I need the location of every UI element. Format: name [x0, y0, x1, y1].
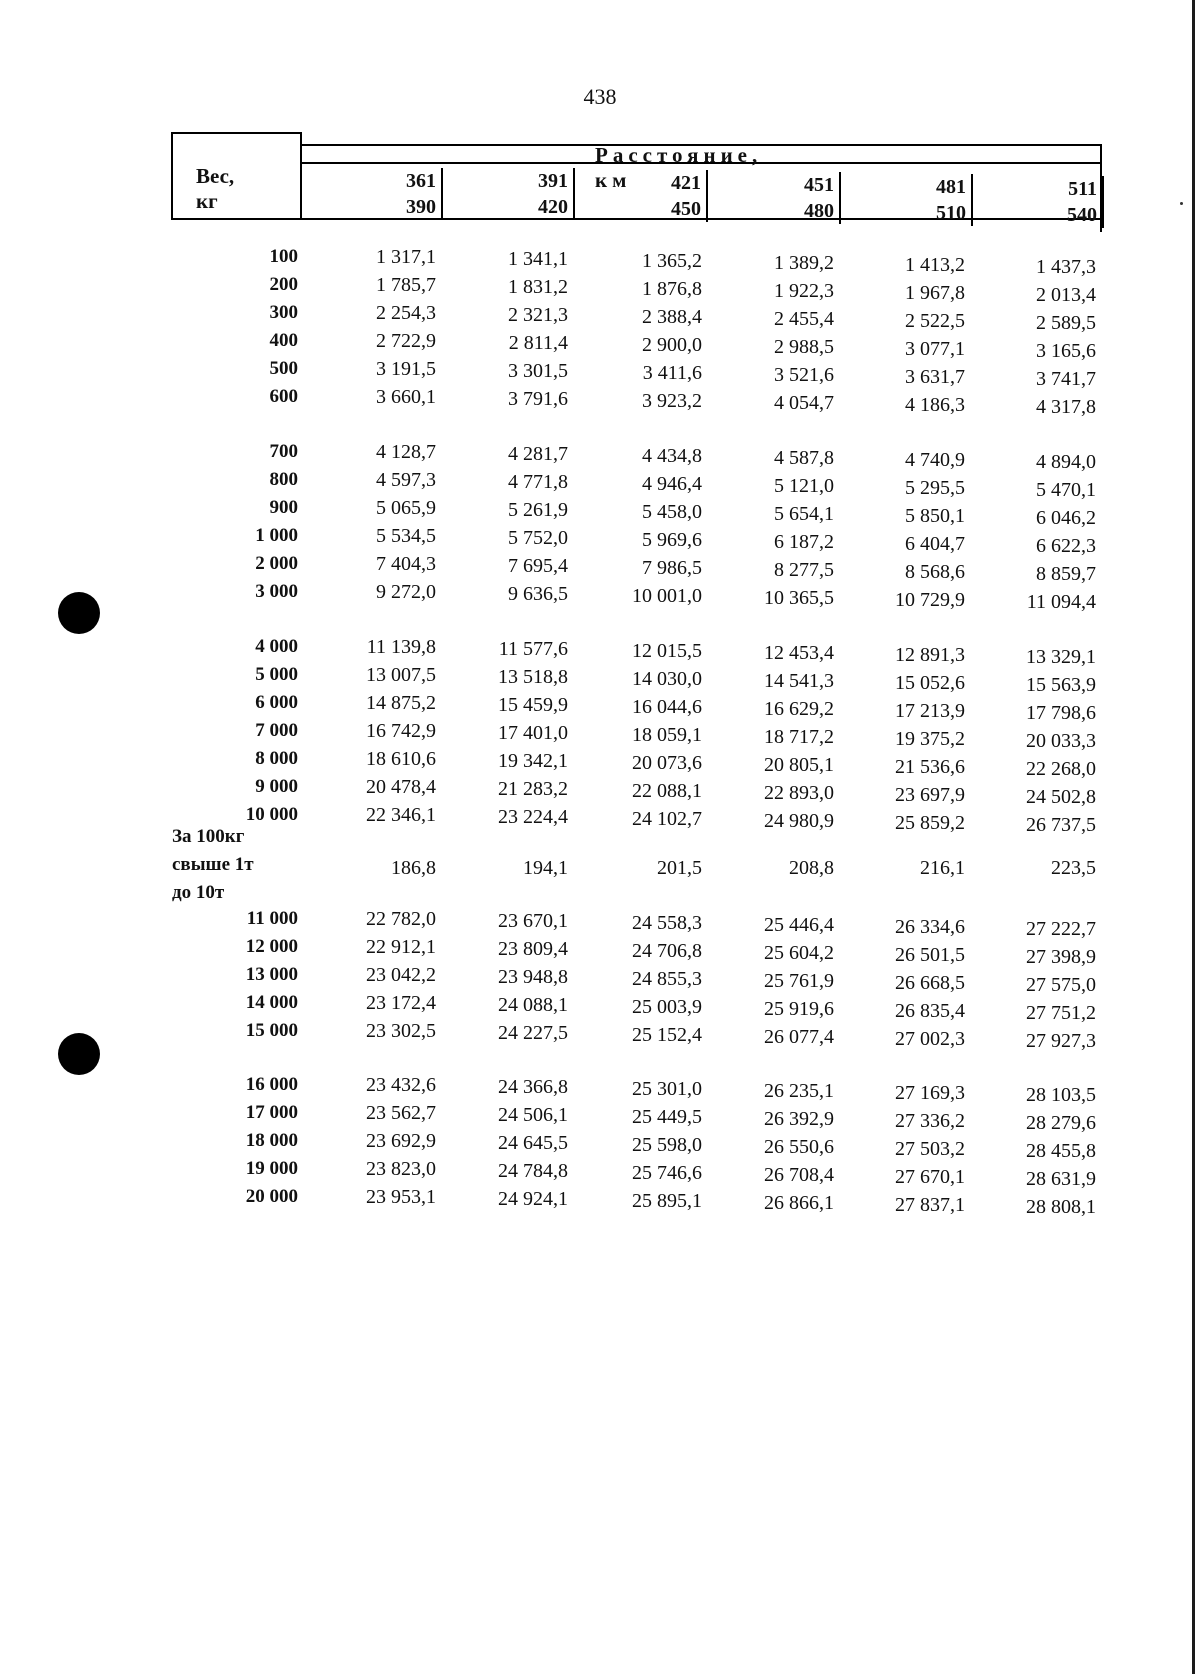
- price-cell: 9 636,5: [508, 583, 568, 605]
- price-cell: 15 052,6: [895, 672, 965, 694]
- price-cell: 27 169,3: [895, 1082, 965, 1104]
- price-cell: 24 366,8: [498, 1076, 568, 1098]
- price-cell: 13 007,5: [366, 664, 436, 686]
- price-cell: 25 003,9: [632, 996, 702, 1018]
- weight-cell: 9 000: [255, 776, 298, 797]
- price-cell: 25 301,0: [632, 1078, 702, 1100]
- price-cell: 23 302,5: [366, 1020, 436, 1042]
- price-cell: 1 413,2: [905, 254, 965, 276]
- price-cell: 10 729,9: [895, 589, 965, 611]
- price-cell: 27 222,7: [1026, 918, 1096, 940]
- weight-cell: 600: [269, 386, 298, 407]
- price-cell: 2 988,5: [774, 336, 834, 358]
- surcharge-value: 208,8: [789, 857, 834, 879]
- price-cell: 20 805,1: [764, 754, 834, 776]
- price-cell: 7 404,3: [376, 553, 436, 575]
- price-cell: 13 518,8: [498, 666, 568, 688]
- price-cell: 8 859,7: [1036, 563, 1096, 585]
- scan-speck: [1180, 202, 1183, 205]
- price-cell: 27 503,2: [895, 1138, 965, 1160]
- surcharge-value: 223,5: [1051, 857, 1096, 879]
- header-rule: [171, 132, 173, 220]
- price-cell: 16 742,9: [366, 720, 436, 742]
- weight-cell: 4 000: [255, 636, 298, 657]
- price-cell: 4 587,8: [774, 447, 834, 469]
- weight-cell: 17 000: [245, 1102, 298, 1123]
- table-row: [0, 1020, 1200, 1052]
- header-rule: [300, 132, 302, 220]
- price-cell: 25 449,5: [632, 1106, 702, 1128]
- table-row: [0, 664, 1200, 696]
- price-cell: 10 365,5: [764, 587, 834, 609]
- weight-cell: 14 000: [245, 992, 298, 1013]
- table-row: [0, 908, 1200, 940]
- price-cell: 5 654,1: [774, 503, 834, 525]
- price-cell: 5 534,5: [376, 525, 436, 547]
- price-cell: 26 077,4: [764, 1026, 834, 1048]
- price-cell: 27 670,1: [895, 1166, 965, 1188]
- price-cell: 1 365,2: [642, 250, 702, 272]
- surcharge-value: 201,5: [657, 857, 702, 879]
- price-cell: 15 459,9: [498, 694, 568, 716]
- price-cell: 8 568,6: [905, 561, 965, 583]
- price-cell: 23 823,0: [366, 1158, 436, 1180]
- price-cell: 2 900,0: [642, 334, 702, 356]
- price-cell: 27 751,2: [1026, 1002, 1096, 1024]
- price-cell: 17 213,9: [895, 700, 965, 722]
- price-cell: 1 831,2: [508, 276, 568, 298]
- distance-range-header: 451 480: [764, 172, 841, 224]
- weight-cell: 20 000: [245, 1186, 298, 1207]
- surcharge-value: 216,1: [920, 857, 965, 879]
- price-cell: 22 782,0: [366, 908, 436, 930]
- price-cell: 6 622,3: [1036, 535, 1096, 557]
- price-cell: 27 575,0: [1026, 974, 1096, 996]
- price-cell: 25 761,9: [764, 970, 834, 992]
- price-cell: 5 752,0: [508, 527, 568, 549]
- weight-cell: 6 000: [255, 692, 298, 713]
- price-cell: 3 077,1: [905, 338, 965, 360]
- distance-range-header: 391 420: [498, 168, 575, 220]
- weight-cell: 7 000: [255, 720, 298, 741]
- weight-cell: 13 000: [245, 964, 298, 985]
- price-cell: 9 272,0: [376, 581, 436, 603]
- weight-cell: 300: [269, 302, 298, 323]
- table-row: [0, 525, 1200, 557]
- price-cell: 24 855,3: [632, 968, 702, 990]
- price-cell: 28 631,9: [1026, 1168, 1096, 1190]
- price-cell: 1 876,8: [642, 278, 702, 300]
- price-cell: 2 013,4: [1036, 284, 1096, 306]
- surcharge-value: 186,8: [391, 857, 436, 879]
- price-cell: 1 922,3: [774, 280, 834, 302]
- weight-cell: 1 000: [255, 525, 298, 546]
- surcharge-value: 194,1: [523, 857, 568, 879]
- price-cell: 27 398,9: [1026, 946, 1096, 968]
- weight-cell: 200: [269, 274, 298, 295]
- price-cell: 3 741,7: [1036, 368, 1096, 390]
- price-cell: 3 791,6: [508, 388, 568, 410]
- price-cell: 23 948,8: [498, 966, 568, 988]
- price-cell: 24 784,8: [498, 1160, 568, 1182]
- table-row: [0, 692, 1200, 724]
- weight-cell: 700: [269, 441, 298, 462]
- distance-header: Расстояние, км: [595, 143, 763, 192]
- price-cell: 27 336,2: [895, 1110, 965, 1132]
- weight-column-header: Вес, кг: [196, 164, 235, 213]
- price-cell: 2 388,4: [642, 306, 702, 328]
- price-cell: 23 697,9: [895, 784, 965, 806]
- price-cell: 19 342,1: [498, 750, 568, 772]
- price-cell: 16 044,6: [632, 696, 702, 718]
- weight-cell: 19 000: [245, 1158, 298, 1179]
- price-cell: 3 301,5: [508, 360, 568, 382]
- price-cell: 1 317,1: [376, 246, 436, 268]
- surcharge-row: [0, 857, 1200, 885]
- price-cell: 20 033,3: [1026, 730, 1096, 752]
- distance-range-header: 511 540: [1027, 176, 1104, 228]
- price-cell: 26 501,5: [895, 944, 965, 966]
- weight-cell: 10 000: [245, 804, 298, 825]
- price-cell: 19 375,2: [895, 728, 965, 750]
- price-cell: 23 562,7: [366, 1102, 436, 1124]
- price-cell: 22 893,0: [764, 782, 834, 804]
- price-cell: 7 986,5: [642, 557, 702, 579]
- price-cell: 28 103,5: [1026, 1084, 1096, 1106]
- price-cell: 6 404,7: [905, 533, 965, 555]
- price-cell: 27 002,3: [895, 1028, 965, 1050]
- price-cell: 1 967,8: [905, 282, 965, 304]
- price-cell: 4 771,8: [508, 471, 568, 493]
- table-row: [0, 1102, 1200, 1134]
- price-cell: 28 455,8: [1026, 1140, 1096, 1162]
- table-row: [0, 776, 1200, 808]
- table-row: [0, 1158, 1200, 1190]
- table-row: [0, 246, 1200, 278]
- price-cell: 1 437,3: [1036, 256, 1096, 278]
- price-cell: 26 668,5: [895, 972, 965, 994]
- price-cell: 4 597,3: [376, 469, 436, 491]
- price-cell: 5 969,6: [642, 529, 702, 551]
- price-cell: 23 172,4: [366, 992, 436, 1014]
- table-row: [0, 1074, 1200, 1106]
- price-cell: 12 453,4: [764, 642, 834, 664]
- weight-cell: 5 000: [255, 664, 298, 685]
- price-cell: 16 629,2: [764, 698, 834, 720]
- weight-cell: 2 000: [255, 553, 298, 574]
- table-row: [0, 302, 1200, 334]
- price-cell: 5 850,1: [905, 505, 965, 527]
- table-row: [0, 274, 1200, 306]
- price-cell: 4 740,9: [905, 449, 965, 471]
- table-row: [0, 330, 1200, 362]
- distance-range-header: 481 510: [896, 174, 973, 226]
- price-cell: 18 717,2: [764, 726, 834, 748]
- price-cell: 25 598,0: [632, 1134, 702, 1156]
- price-cell: 20 478,4: [366, 776, 436, 798]
- page-number: 438: [583, 84, 617, 109]
- price-cell: 4 054,7: [774, 392, 834, 414]
- table-row: [0, 1186, 1200, 1218]
- price-cell: 4 186,3: [905, 394, 965, 416]
- price-cell: 26 708,4: [764, 1164, 834, 1186]
- price-cell: 4 894,0: [1036, 451, 1096, 473]
- price-cell: 23 692,9: [366, 1130, 436, 1152]
- price-cell: 20 073,6: [632, 752, 702, 774]
- price-cell: 1 389,2: [774, 252, 834, 274]
- price-cell: 23 953,1: [366, 1186, 436, 1208]
- price-cell: 24 645,5: [498, 1132, 568, 1154]
- price-cell: 11 577,6: [498, 638, 568, 660]
- price-cell: 22 912,1: [366, 936, 436, 958]
- weight-cell: 8 000: [255, 748, 298, 769]
- price-cell: 28 808,1: [1026, 1196, 1096, 1218]
- surcharge-label: За 100кг свыше 1т до 10т: [172, 826, 254, 903]
- weight-cell: 900: [269, 497, 298, 518]
- price-cell: 21 283,2: [498, 778, 568, 800]
- price-cell: 2 321,3: [508, 304, 568, 326]
- price-cell: 26 235,1: [764, 1080, 834, 1102]
- price-cell: 27 837,1: [895, 1194, 965, 1216]
- price-cell: 25 746,6: [632, 1162, 702, 1184]
- distance-range-header: 421 450: [631, 170, 708, 222]
- table-row: [0, 936, 1200, 968]
- table-row: [0, 386, 1200, 418]
- price-cell: 5 065,9: [376, 497, 436, 519]
- price-cell: 4 281,7: [508, 443, 568, 465]
- price-cell: 2 254,3: [376, 302, 436, 324]
- price-cell: 5 261,9: [508, 499, 568, 521]
- price-cell: 26 866,1: [764, 1192, 834, 1214]
- price-cell: 3 165,6: [1036, 340, 1096, 362]
- price-cell: 4 128,7: [376, 441, 436, 463]
- price-cell: 5 295,5: [905, 477, 965, 499]
- price-cell: 26 550,6: [764, 1136, 834, 1158]
- price-cell: 24 227,5: [498, 1022, 568, 1044]
- price-cell: 24 088,1: [498, 994, 568, 1016]
- price-cell: 25 919,6: [764, 998, 834, 1020]
- table-row: [0, 1130, 1200, 1162]
- price-cell: 3 411,6: [642, 362, 702, 384]
- price-cell: 15 563,9: [1026, 674, 1096, 696]
- weight-cell: 18 000: [245, 1130, 298, 1151]
- table-row: [0, 441, 1200, 473]
- price-cell: 24 558,3: [632, 912, 702, 934]
- price-cell: 18 059,1: [632, 724, 702, 746]
- price-cell: 17 798,6: [1026, 702, 1096, 724]
- price-cell: 2 522,5: [905, 310, 965, 332]
- price-cell: 23 432,6: [366, 1074, 436, 1096]
- table-row: [0, 636, 1200, 668]
- price-cell: 23 809,4: [498, 938, 568, 960]
- price-cell: 1 341,1: [508, 248, 568, 270]
- header-rule: [171, 132, 302, 134]
- price-cell: 24 502,8: [1026, 786, 1096, 808]
- price-cell: 25 604,2: [764, 942, 834, 964]
- price-cell: 24 102,7: [632, 808, 702, 830]
- price-cell: 22 346,1: [366, 804, 436, 826]
- price-cell: 6 046,2: [1036, 507, 1096, 529]
- price-cell: 3 660,1: [376, 386, 436, 408]
- price-cell: 1 785,7: [376, 274, 436, 296]
- price-cell: 13 329,1: [1026, 646, 1096, 668]
- price-cell: 4 317,8: [1036, 396, 1096, 418]
- price-cell: 26 334,6: [895, 916, 965, 938]
- table-row: [0, 964, 1200, 996]
- price-cell: 2 589,5: [1036, 312, 1096, 334]
- table-row: [0, 720, 1200, 752]
- weight-cell: 500: [269, 358, 298, 379]
- price-cell: 14 541,3: [764, 670, 834, 692]
- price-cell: 23 670,1: [498, 910, 568, 932]
- price-cell: 22 268,0: [1026, 758, 1096, 780]
- weight-cell: 800: [269, 469, 298, 490]
- price-cell: 3 631,7: [905, 366, 965, 388]
- price-cell: 17 401,0: [498, 722, 568, 744]
- weight-cell: 11 000: [246, 908, 298, 929]
- price-cell: 26 835,4: [895, 1000, 965, 1022]
- price-cell: 24 980,9: [764, 810, 834, 832]
- table-row: [0, 748, 1200, 780]
- price-cell: 18 610,6: [366, 748, 436, 770]
- weight-cell: 400: [269, 330, 298, 351]
- table-row: [0, 358, 1200, 390]
- distance-range-header: 361 390: [366, 168, 443, 220]
- price-cell: 7 695,4: [508, 555, 568, 577]
- weight-cell: 12 000: [245, 936, 298, 957]
- price-cell: 22 088,1: [632, 780, 702, 802]
- weight-cell: 3 000: [255, 581, 298, 602]
- price-cell: 11 094,4: [1026, 591, 1096, 613]
- table-row: [0, 581, 1200, 613]
- weight-cell: 100: [269, 246, 298, 267]
- price-cell: 27 927,3: [1026, 1030, 1096, 1052]
- table-row: [0, 553, 1200, 585]
- price-cell: 3 191,5: [376, 358, 436, 380]
- price-cell: 28 279,6: [1026, 1112, 1096, 1134]
- table-row: [0, 497, 1200, 529]
- price-cell: 3 521,6: [774, 364, 834, 386]
- price-cell: 12 015,5: [632, 640, 702, 662]
- price-cell: 5 121,0: [774, 475, 834, 497]
- price-cell: 24 706,8: [632, 940, 702, 962]
- weight-cell: 16 000: [245, 1074, 298, 1095]
- table-row: [0, 992, 1200, 1024]
- price-cell: 6 187,2: [774, 531, 834, 553]
- price-cell: 24 924,1: [498, 1188, 568, 1210]
- price-cell: 23 224,4: [498, 806, 568, 828]
- price-cell: 2 722,9: [376, 330, 436, 352]
- price-cell: 8 277,5: [774, 559, 834, 581]
- price-cell: 2 811,4: [508, 332, 568, 354]
- price-cell: 26 737,5: [1026, 814, 1096, 836]
- price-cell: 10 001,0: [632, 585, 702, 607]
- price-cell: 21 536,6: [895, 756, 965, 778]
- price-cell: 26 392,9: [764, 1108, 834, 1130]
- weight-cell: 15 000: [245, 1020, 298, 1041]
- table-row: [0, 469, 1200, 501]
- price-cell: 4 434,8: [642, 445, 702, 467]
- price-cell: 25 446,4: [764, 914, 834, 936]
- price-cell: 3 923,2: [642, 390, 702, 412]
- price-cell: 2 455,4: [774, 308, 834, 330]
- price-cell: 11 139,8: [366, 636, 436, 658]
- price-cell: 4 946,4: [642, 473, 702, 495]
- price-cell: 12 891,3: [895, 644, 965, 666]
- price-cell: 5 470,1: [1036, 479, 1096, 501]
- price-cell: 14 875,2: [366, 692, 436, 714]
- price-cell: 24 506,1: [498, 1104, 568, 1126]
- price-cell: 5 458,0: [642, 501, 702, 523]
- price-cell: 25 895,1: [632, 1190, 702, 1212]
- price-cell: 25 152,4: [632, 1024, 702, 1046]
- price-cell: 23 042,2: [366, 964, 436, 986]
- price-cell: 14 030,0: [632, 668, 702, 690]
- price-cell: 25 859,2: [895, 812, 965, 834]
